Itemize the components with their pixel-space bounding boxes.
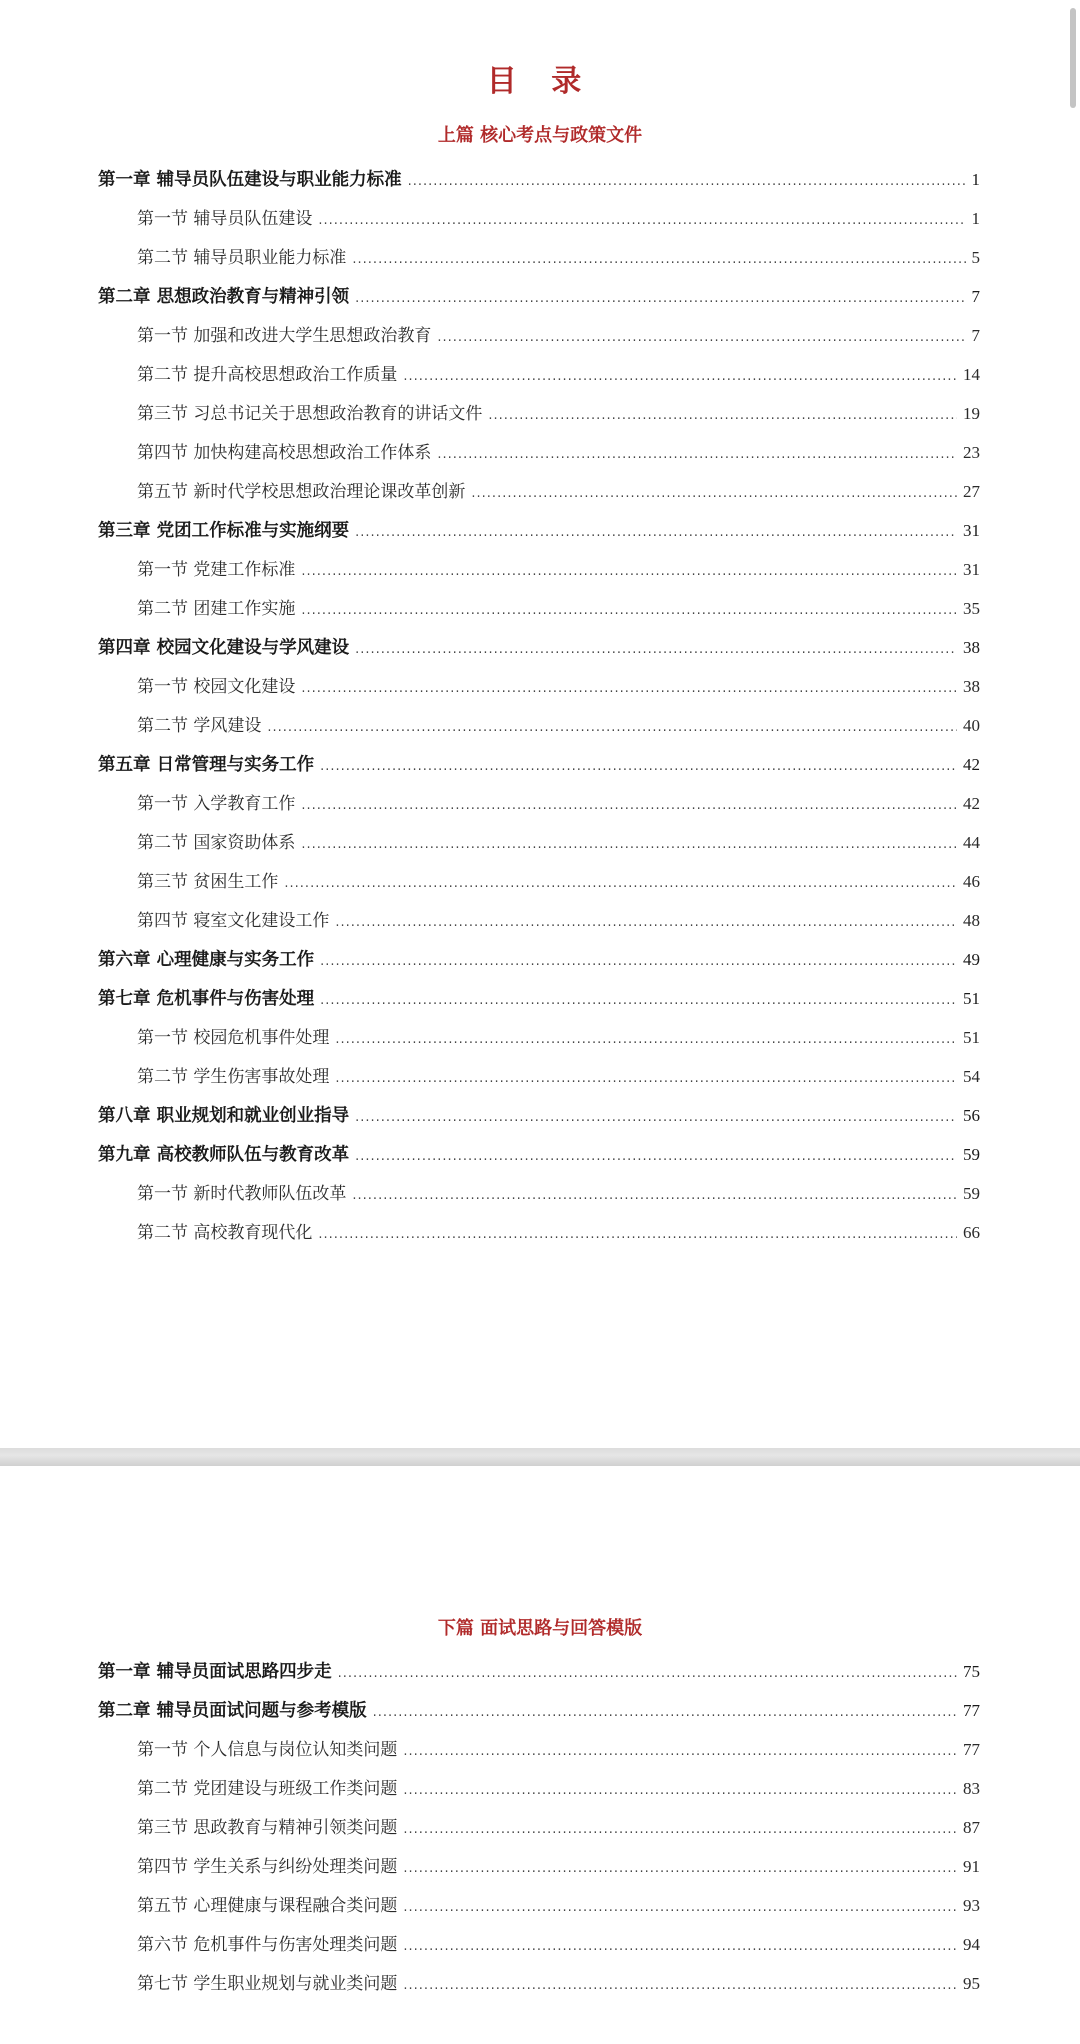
toc-page-number: 77 [963,1740,980,1759]
toc-page-number: 7 [971,326,980,345]
dot-leader [355,1098,957,1137]
toc-section-label: 第六节 危机事件与伤害处理类问题 [137,1935,398,1955]
toc-chapter-label: 第七章 危机事件与伤害处理 [98,989,315,1009]
toc-page-number: 46 [963,872,980,891]
toc-section-label: 第一节 校园危机事件处理 [137,1028,330,1048]
dot-leader [352,1176,957,1215]
toc-section-row[interactable] [98,433,980,472]
toc-page-number: 48 [963,911,980,930]
toc-chapter-label: 第九章 高校教师队伍与教育改革 [98,1145,350,1165]
part2-title: 下篇 面试思路与回答模版 [437,1618,643,1639]
toc-page-number: 59 [963,1184,980,1203]
dot-leader [408,162,966,201]
toc-chapter-row[interactable] [98,628,980,667]
toc-page-number: 14 [963,365,980,384]
dot-leader [403,1849,957,1888]
dot-leader [403,1966,957,2005]
toc-section-row[interactable] [98,1057,980,1096]
part1-title: 上篇 核心考点与政策文件 [437,125,643,146]
toc-section-row[interactable] [98,1964,980,2003]
dot-leader [335,1059,957,1098]
toc-page-number: 56 [963,1106,980,1125]
toc-page-number: 59 [963,1145,980,1164]
toc-page-number: 94 [963,1935,980,1954]
toc-page-number: 83 [963,1779,980,1798]
toc-section-row[interactable] [98,901,980,940]
toc-section-label: 第二节 学风建设 [137,716,262,736]
toc-chapter-row[interactable] [98,277,980,316]
toc-section-row[interactable] [98,862,980,901]
toc-chapter-row[interactable] [98,745,980,784]
document-page-2 [0,1466,1080,2044]
toc-section-row[interactable] [98,784,980,823]
toc-section-row[interactable] [98,394,980,433]
toc-title: 目 录 [486,64,594,99]
toc-section-row[interactable] [98,355,980,394]
toc-page-number: 38 [963,638,980,657]
toc-page-number: 95 [963,1974,980,1993]
dot-leader [437,318,965,357]
toc-section-row[interactable] [98,1925,980,1964]
toc-section-label: 第二节 团建工作实施 [137,599,296,619]
toc-section-label: 第二节 学生伤害事故处理 [137,1067,330,1087]
toc-section-label: 第一节 新时代教师队伍改革 [137,1184,347,1204]
toc-section-label: 第二节 党团建设与班级工作类问题 [137,1779,398,1799]
toc-page-number: 44 [963,833,980,852]
toc-section-row[interactable] [98,589,980,628]
toc-section-row[interactable] [98,1886,980,1925]
toc-page-number: 49 [963,950,980,969]
toc-page-number: 7 [971,287,980,306]
toc-chapter-label: 第五章 日常管理与实务工作 [98,755,315,775]
toc-list-part1 [98,160,980,1252]
dot-leader [352,240,965,279]
toc-page-number: 23 [963,443,980,462]
toc-section-row[interactable] [98,1213,980,1252]
toc-chapter-label: 第一章 辅导员面试思路四步走 [98,1662,332,1682]
dot-leader [355,279,965,318]
toc-page-number: 54 [963,1067,980,1086]
toc-page-number: 91 [963,1857,980,1876]
toc-section-label: 第五节 新时代学校思想政治理论课改革创新 [137,482,466,502]
toc-chapter-row[interactable] [98,940,980,979]
dot-leader [301,552,957,591]
dot-leader [403,1732,957,1771]
toc-section-row[interactable] [98,1018,980,1057]
toc-section-row[interactable] [98,550,980,589]
toc-section-row[interactable] [98,238,980,277]
toc-chapter-row[interactable] [98,979,980,1018]
dot-leader [267,708,957,747]
toc-section-label: 第一节 党建工作标准 [137,560,296,580]
toc-section-label: 第四节 学生关系与纠纷处理类问题 [137,1857,398,1877]
dot-leader [403,357,957,396]
toc-page-number: 19 [963,404,980,423]
toc-page-number: 31 [963,560,980,579]
toc-section-label: 第七节 学生职业规划与就业类问题 [137,1974,398,1994]
dot-leader [355,513,957,552]
toc-page-number: 93 [963,1896,980,1915]
toc-chapter-row[interactable] [98,1135,980,1174]
toc-page-number: 1 [971,209,980,228]
dot-leader [488,396,957,435]
toc-page-number: 66 [963,1223,980,1242]
toc-section-label: 第一节 个人信息与岗位认知类问题 [137,1740,398,1760]
toc-section-row[interactable] [98,1174,980,1213]
toc-section-label: 第四节 加快构建高校思想政治工作体系 [137,443,432,463]
toc-page-number: 35 [963,599,980,618]
toc-chapter-label: 第三章 党团工作标准与实施纲要 [98,521,350,541]
toc-section-row[interactable] [98,1847,980,1886]
dot-leader [301,786,957,825]
toc-section-label: 第二节 国家资助体系 [137,833,296,853]
toc-section-label: 第一节 校园文化建设 [137,677,296,697]
dot-leader [403,1810,957,1849]
dot-leader [355,630,957,669]
dot-leader [403,1927,957,1966]
toc-section-row[interactable] [98,1769,980,1808]
page-separator [0,1448,1080,1466]
dot-leader [301,669,957,708]
toc-section-row[interactable] [98,823,980,862]
toc-page-number: 42 [963,794,980,813]
toc-section-label: 第二节 辅导员职业能力标准 [137,248,347,268]
toc-section-row[interactable] [98,667,980,706]
toc-section-label: 第三节 思政教育与精神引领类问题 [137,1818,398,1838]
dot-leader [403,1888,957,1927]
toc-chapter-label: 第一章 辅导员队伍建设与职业能力标准 [98,170,402,190]
toc-section-row[interactable] [98,1808,980,1847]
toc-chapter-row[interactable] [98,1652,980,1691]
toc-page-number: 5 [971,248,980,267]
toc-page-number: 31 [963,521,980,540]
toc-section-row[interactable] [98,199,980,238]
dot-leader [338,1654,957,1693]
toc-section-label: 第二节 高校教育现代化 [137,1223,313,1243]
dot-leader [284,864,957,903]
toc-chapter-row[interactable] [98,1691,980,1730]
dot-leader [301,825,957,864]
toc-section-label: 第三节 习总书记关于思想政治教育的讲话文件 [137,404,483,424]
toc-page-number: 40 [963,716,980,735]
toc-chapter-label: 第四章 校园文化建设与学风建设 [98,638,350,658]
toc-chapter-label: 第二章 思想政治教育与精神引领 [98,287,350,307]
toc-page-number: 1 [971,170,980,189]
dot-leader [355,1137,957,1176]
dot-leader [320,747,957,786]
toc-section-label: 第一节 加强和改进大学生思想政治教育 [137,326,432,346]
toc-section-row[interactable] [98,706,980,745]
toc-page-number: 27 [963,482,980,501]
dot-leader [335,903,957,942]
toc-chapter-label: 第二章 辅导员面试问题与参考模版 [98,1701,367,1721]
toc-section-row[interactable] [98,1730,980,1769]
dot-leader [471,474,957,513]
dot-leader [318,201,965,240]
toc-section-label: 第一节 入学教育工作 [137,794,296,814]
dot-leader [437,435,957,474]
toc-chapter-row[interactable] [98,1096,980,1135]
dot-leader [320,942,957,981]
toc-chapter-row[interactable] [98,511,980,550]
toc-list-part2 [98,1652,980,2003]
toc-chapter-row[interactable] [98,160,980,199]
dot-leader [320,981,957,1020]
toc-chapter-label: 第八章 职业规划和就业创业指导 [98,1106,350,1126]
dot-leader [373,1693,957,1732]
scrollbar-thumb[interactable] [1070,8,1076,108]
toc-section-label: 第五节 心理健康与课程融合类问题 [137,1896,398,1916]
toc-section-label: 第一节 辅导员队伍建设 [137,209,313,229]
dot-leader [318,1215,957,1254]
toc-section-label: 第四节 寝室文化建设工作 [137,911,330,931]
toc-page-number: 51 [963,989,980,1008]
dot-leader [335,1020,957,1059]
toc-section-row[interactable] [98,472,980,511]
toc-page-number: 51 [963,1028,980,1047]
toc-page-number: 75 [963,1662,980,1681]
dot-leader [403,1771,957,1810]
toc-page-number: 87 [963,1818,980,1837]
dot-leader [301,591,957,630]
toc-chapter-label: 第六章 心理健康与实务工作 [98,950,315,970]
toc-section-label: 第三节 贫困生工作 [137,872,279,892]
toc-page-number: 42 [963,755,980,774]
toc-page-number: 38 [963,677,980,696]
toc-section-row[interactable] [98,316,980,355]
toc-page-number: 77 [963,1701,980,1720]
toc-section-label: 第二节 提升高校思想政治工作质量 [137,365,398,385]
